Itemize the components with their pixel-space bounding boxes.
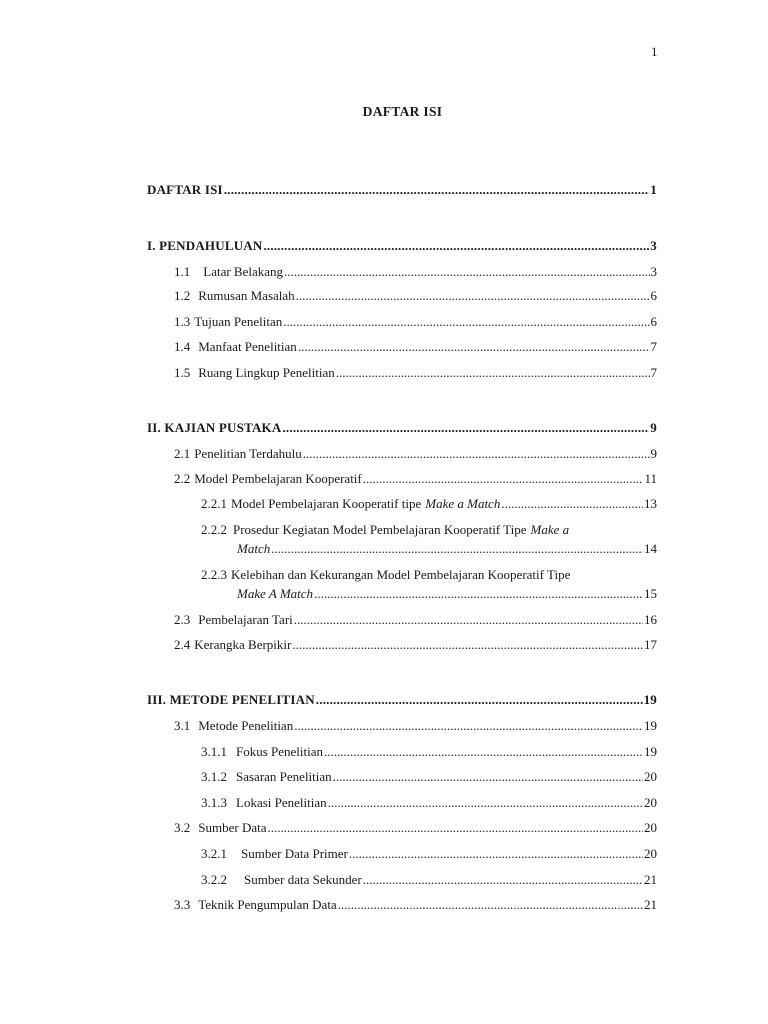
toc-entry-2-2-1[interactable]: 2.2.1 Model Pembelajaran Kooperatif tipe Make a Match ..... 13 <box>201 496 657 512</box>
toc-entry-chapter-3[interactable]: III. METODE PENELITIAN ..... 19 <box>147 692 657 708</box>
toc-entry-3-1-3[interactable]: 3.1.3 Lokasi Penelitian ..... 20 <box>201 795 657 811</box>
toc-entry-3-1-2[interactable]: 3.1.2 Sasaran Penelitian ..... 20 <box>201 769 657 785</box>
page-title: DAFTAR ISI <box>362 104 443 119</box>
toc-entry-3-1[interactable]: 3.1 Metode Penelitian ..... 19 <box>174 718 657 734</box>
toc-entry-3-2-1[interactable]: 3.2.1 Sumber Data Primer ..... 20 <box>201 846 657 862</box>
toc-entry-2-1[interactable]: 2.1 Penelitian Terdahulu ..... 9 <box>174 446 657 462</box>
toc-entry-chapter-2[interactable]: II. KAJIAN PUSTAKA ..... 9 <box>147 420 657 436</box>
toc-entry-chapter-1[interactable]: I. PENDAHULUAN ..... 3 <box>147 238 657 254</box>
toc-entry-1-2[interactable]: 1.2 Rumusan Masalah ..... 6 <box>174 288 657 304</box>
toc-entry-daftar-isi[interactable]: DAFTAR ISI ..... 1 <box>147 182 657 198</box>
toc-entry-1-3[interactable]: 1.3 Tujuan Penelitan ..... 6 <box>174 314 657 330</box>
toc-entry-1-1[interactable]: 1.1 Latar Belakang ..... 3 <box>174 264 657 280</box>
toc-entry-3-2[interactable]: 3.2 Sumber Data ..... 20 <box>174 820 657 836</box>
toc-entry-2-2-2-line2[interactable]: Match ..... 14 <box>237 541 657 557</box>
toc-entry-2-2-3-line1[interactable]: 2.2.3 Kelebihan dan Kekurangan Model Pembelajaran Kooperatif Tipe <box>201 567 571 582</box>
toc-entry-3-1-1[interactable]: 3.1.1 Fokus Penelitian ..... 19 <box>201 744 657 760</box>
toc-entry-2-2-3-line2[interactable]: Make A Match ..... 15 <box>237 586 657 602</box>
toc-entry-2-2-2-line1[interactable]: 2.2.2 Prosedur Kegiatan Model Pembelajaran Kooperatif Tipe Make a <box>201 522 570 537</box>
toc-entry-2-3[interactable]: 2.3 Pembelajaran Tari ..... 16 <box>174 612 657 628</box>
toc-entry-2-4[interactable]: 2.4 Kerangka Berpikir ..... 17 <box>174 637 657 653</box>
toc-entry-3-2-2[interactable]: 3.2.2 Sumber data Sekunder ..... 21 <box>201 872 657 888</box>
page-number: 1 <box>651 44 658 59</box>
toc-entry-1-5[interactable]: 1.5 Ruang Lingkup Penelitian ..... 7 <box>174 365 657 381</box>
toc-entry-1-4[interactable]: 1.4 Manfaat Penelitian ..... 7 <box>174 339 657 355</box>
toc-entry-3-3[interactable]: 3.3 Teknik Pengumpulan Data ..... 21 <box>174 897 657 913</box>
toc-entry-2-2[interactable]: 2.2 Model Pembelajaran Kooperatif ..... 11 <box>174 471 657 487</box>
